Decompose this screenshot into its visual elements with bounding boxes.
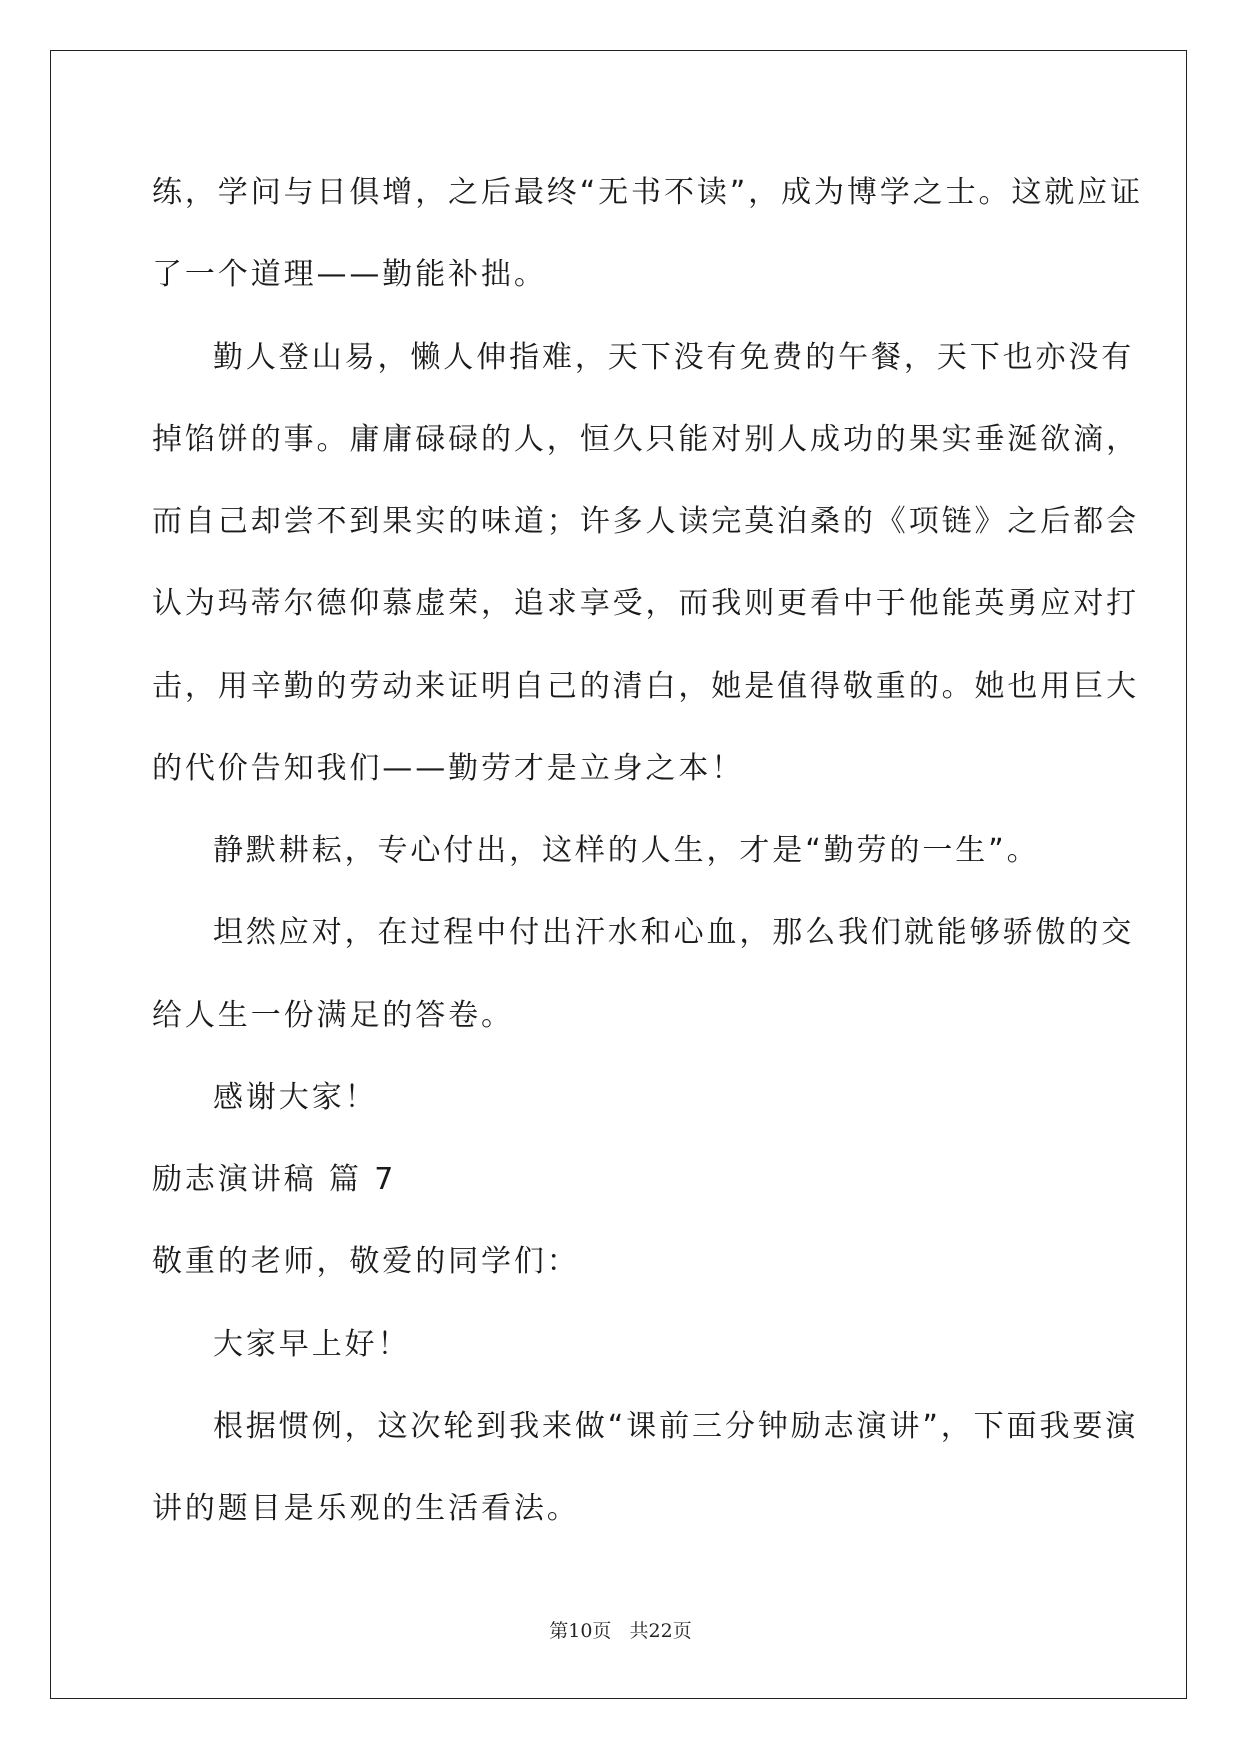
paragraph-line: 的代价告知我们——勤劳才是立身之本！ [152, 751, 745, 786]
paragraph-line: 给人生一份满足的答卷。 [152, 998, 514, 1033]
paragraph-line: 而自己却尝不到果实的味道；许多人读完莫泊桑的《项链》之后都会 [152, 504, 1139, 539]
paragraph-line: 坦然应对，在过程中付出汗水和心血，那么我们就能够骄傲的交 [213, 915, 1135, 950]
section-heading: 励志演讲稿 篇 7 [152, 1162, 397, 1197]
paragraph-line: 掉馅饼的事。庸庸碌碌的人，恒久只能对别人成功的果实垂涎欲滴， [152, 422, 1139, 457]
paragraph-line: 勤人登山易，懒人伸指难，天下没有免费的午餐，天下也亦没有 [213, 340, 1135, 375]
paragraph-line: 认为玛蒂尔德仰慕虚荣，追求享受，而我则更看中于他能英勇应对打 [152, 586, 1139, 621]
page-number-footer: 第10页 共22页 [549, 1620, 692, 1642]
greeting: 大家早上好！ [213, 1327, 411, 1362]
paragraph-line: 感谢大家！ [213, 1080, 378, 1115]
paragraph-line: 讲的题目是乐观的生活看法。 [152, 1491, 580, 1526]
paragraph-line: 静默耕耘，专心付出，这样的人生，才是“勤劳的一生”。 [213, 833, 1040, 868]
paragraph-line: 练，学问与日俱增，之后最终“无书不读”，成为博学之士。这就应证 [152, 175, 1143, 210]
salutation: 敬重的老师，敬爱的同学们： [152, 1244, 580, 1279]
paragraph-line: 击，用辛勤的劳动来证明自己的清白，她是值得敬重的。她也用巨大 [152, 669, 1139, 704]
page-border [50, 50, 1187, 1699]
paragraph-line: 了一个道理——勤能补拙。 [152, 257, 547, 292]
paragraph-line: 根据惯例，这次轮到我来做“课前三分钟励志演讲”，下面我要演 [213, 1409, 1139, 1444]
